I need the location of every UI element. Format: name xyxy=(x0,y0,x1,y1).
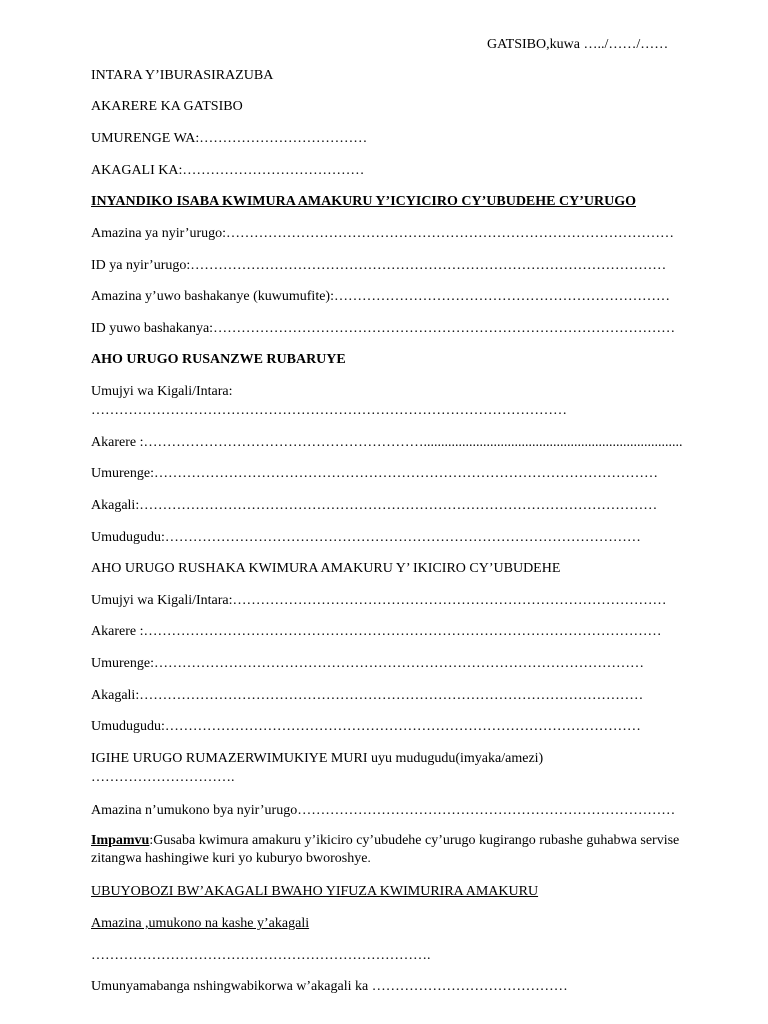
head-name-field: Amazina ya nyir’urugo:…………………………………………………………………………………… xyxy=(91,226,675,241)
current-cell-field: Akagali:………………………………………………………………………………………………… xyxy=(91,498,658,513)
reason-paragraph xyxy=(91,832,691,867)
duration-dots: …………………………. xyxy=(91,770,235,785)
spouse-name-field: Amazina y’uwo bashakanye (kuwumufite):……………………………………………………………… xyxy=(91,289,670,304)
current-sector-field: Umurenge:……………………………………………………………………………………………… xyxy=(91,466,658,481)
sector-line: UMURENGE WA:……………………………… xyxy=(91,131,368,146)
province-line: INTARA Y’IBURASIRAZUBA xyxy=(91,68,274,83)
current-district-field: Akarere :…………………………………………………….......................................................................... xyxy=(91,435,683,450)
cell-secretary-field: Umunyamabanga nshingwabikorwa w’akagali ka …………………………………… xyxy=(91,979,568,994)
new-cell-field: Akagali:……………………………………………………………………………………………… xyxy=(91,688,644,703)
cell-approval-heading: UBUYOBOZI BW’AKAGALI BWAHO YIFUZA KWIMURIRA AMAKURU xyxy=(91,884,539,899)
signature-field: Amazina n’umukono bya nyir’urugo……………………………………………………………………… xyxy=(91,803,676,818)
reason-text-line2: zitangwa hashingiwe kuri yo kuburyo bworoshye xyxy=(91,851,368,866)
document-title: INYANDIKO ISABA KWIMURA AMAKURU Y’ICYICIRO CY’UBUDEHE CY’URUGO xyxy=(91,194,636,209)
reason-text-end: . xyxy=(367,850,371,865)
new-location-heading: AHO URUGO RUSHAKA KWIMURA AMAKURU Y’ IKICIRO CY’UBUDEHE xyxy=(91,561,561,576)
current-province-dots: ………………………………………………………………………………………… xyxy=(91,403,567,418)
date-line: GATSIBO,kuwa …../……/…… xyxy=(487,37,669,52)
current-province-label: Umujyi wa Kigali/Intara: xyxy=(91,384,233,399)
new-sector-field: Umurenge:…………………………………………………………………………………………… xyxy=(91,656,644,671)
reason-text-line1: :Gusaba kwimura amakuru y’ikiciro cy’ubudehe cy’urugo kugirango rubashe guhabwa servise xyxy=(149,833,680,848)
new-district-field: Akarere :………………………………………………………………………………………………… xyxy=(91,624,662,639)
reason-label: Impamvu xyxy=(91,833,150,848)
cell-approval-names-label: Amazina ,umukono na kashe y’akagali xyxy=(91,916,310,931)
cell-line: AKAGALI KA:………………………………… xyxy=(91,163,365,178)
duration-label: IGIHE URUGO RUMAZERWIMUKIYE MURI uyu mudugudu(imyaka/amezi) xyxy=(91,751,544,766)
spouse-id-field: ID yuwo bashakanya:……………………………………………………………………………………… xyxy=(91,321,676,336)
current-village-field: Umudugudu:………………………………………………………………………………………… xyxy=(91,530,641,545)
new-village-field: Umudugudu:………………………………………………………………………………………… xyxy=(91,719,641,734)
district-line: AKARERE KA GATSIBO xyxy=(91,99,243,114)
current-location-heading: AHO URUGO RUSANZWE RUBARUYE xyxy=(91,352,346,367)
new-province-field: Umujyi wa Kigali/Intara:………………………………………………………………………………… xyxy=(91,593,667,608)
head-id-field: ID ya nyir’urugo:………………………………………………………………………………………… xyxy=(91,258,667,273)
cell-approval-names-dots: ………………………………………………………………. xyxy=(91,948,431,963)
